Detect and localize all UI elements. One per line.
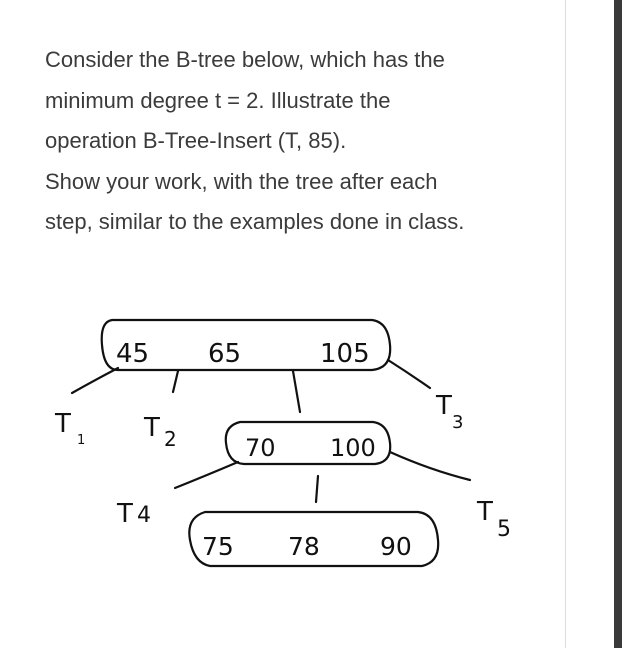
subtree-t4-sub: 4 <box>137 503 151 528</box>
edge-child-t4 <box>175 462 238 488</box>
subtree-t1-sub: 1 <box>77 433 86 448</box>
child-key-100: 100 <box>330 434 376 462</box>
edge-child-grandchild <box>316 476 318 502</box>
edge-root-t1 <box>72 368 118 393</box>
subtree-t4 <box>116 499 151 529</box>
edge-root-child <box>293 371 300 412</box>
subtree-t3-sub: 3 <box>452 412 464 433</box>
window-edge <box>614 0 622 648</box>
root-key-65: 65 <box>208 339 242 369</box>
question-line-5: step, similar to the examples done in class. <box>45 209 465 234</box>
grandchild-key-75: 75 <box>202 532 234 561</box>
right-gutter <box>566 0 614 648</box>
edge-root-t3 <box>388 360 430 388</box>
root-key-105: 105 <box>320 339 370 369</box>
subtree-t4-letter: T <box>117 499 133 529</box>
subtree-t1-letter: T <box>55 409 71 439</box>
root-key-45: 45 <box>116 339 150 369</box>
child-key-70: 70 <box>245 434 276 462</box>
question-line-1: Consider the B-tree below, which has the <box>45 47 445 72</box>
subtree-t3-letter: T <box>436 391 452 421</box>
grandchild-key-78: 78 <box>288 532 320 561</box>
subtree-t2-sub: 2 <box>164 427 177 451</box>
grandchild-key-90: 90 <box>380 532 412 561</box>
edge-root-t2 <box>173 371 178 392</box>
question-line-2: minimum degree t = 2. Illustrate the <box>45 87 391 113</box>
subtree-t2-letter: T <box>144 413 160 443</box>
subtree-t5 <box>476 497 511 542</box>
question-line-3: operation B-Tree-Insert (T, 85). <box>45 128 347 153</box>
question-line-4: Show your work, with the tree after each <box>45 168 438 194</box>
subtree-t5-letter: T <box>477 497 493 527</box>
subtree-t1 <box>54 409 85 448</box>
subtree-t5-sub: 5 <box>497 517 511 542</box>
subtree-t2 <box>143 413 177 451</box>
subtree-t3 <box>435 391 463 433</box>
edge-child-t5 <box>390 452 470 480</box>
